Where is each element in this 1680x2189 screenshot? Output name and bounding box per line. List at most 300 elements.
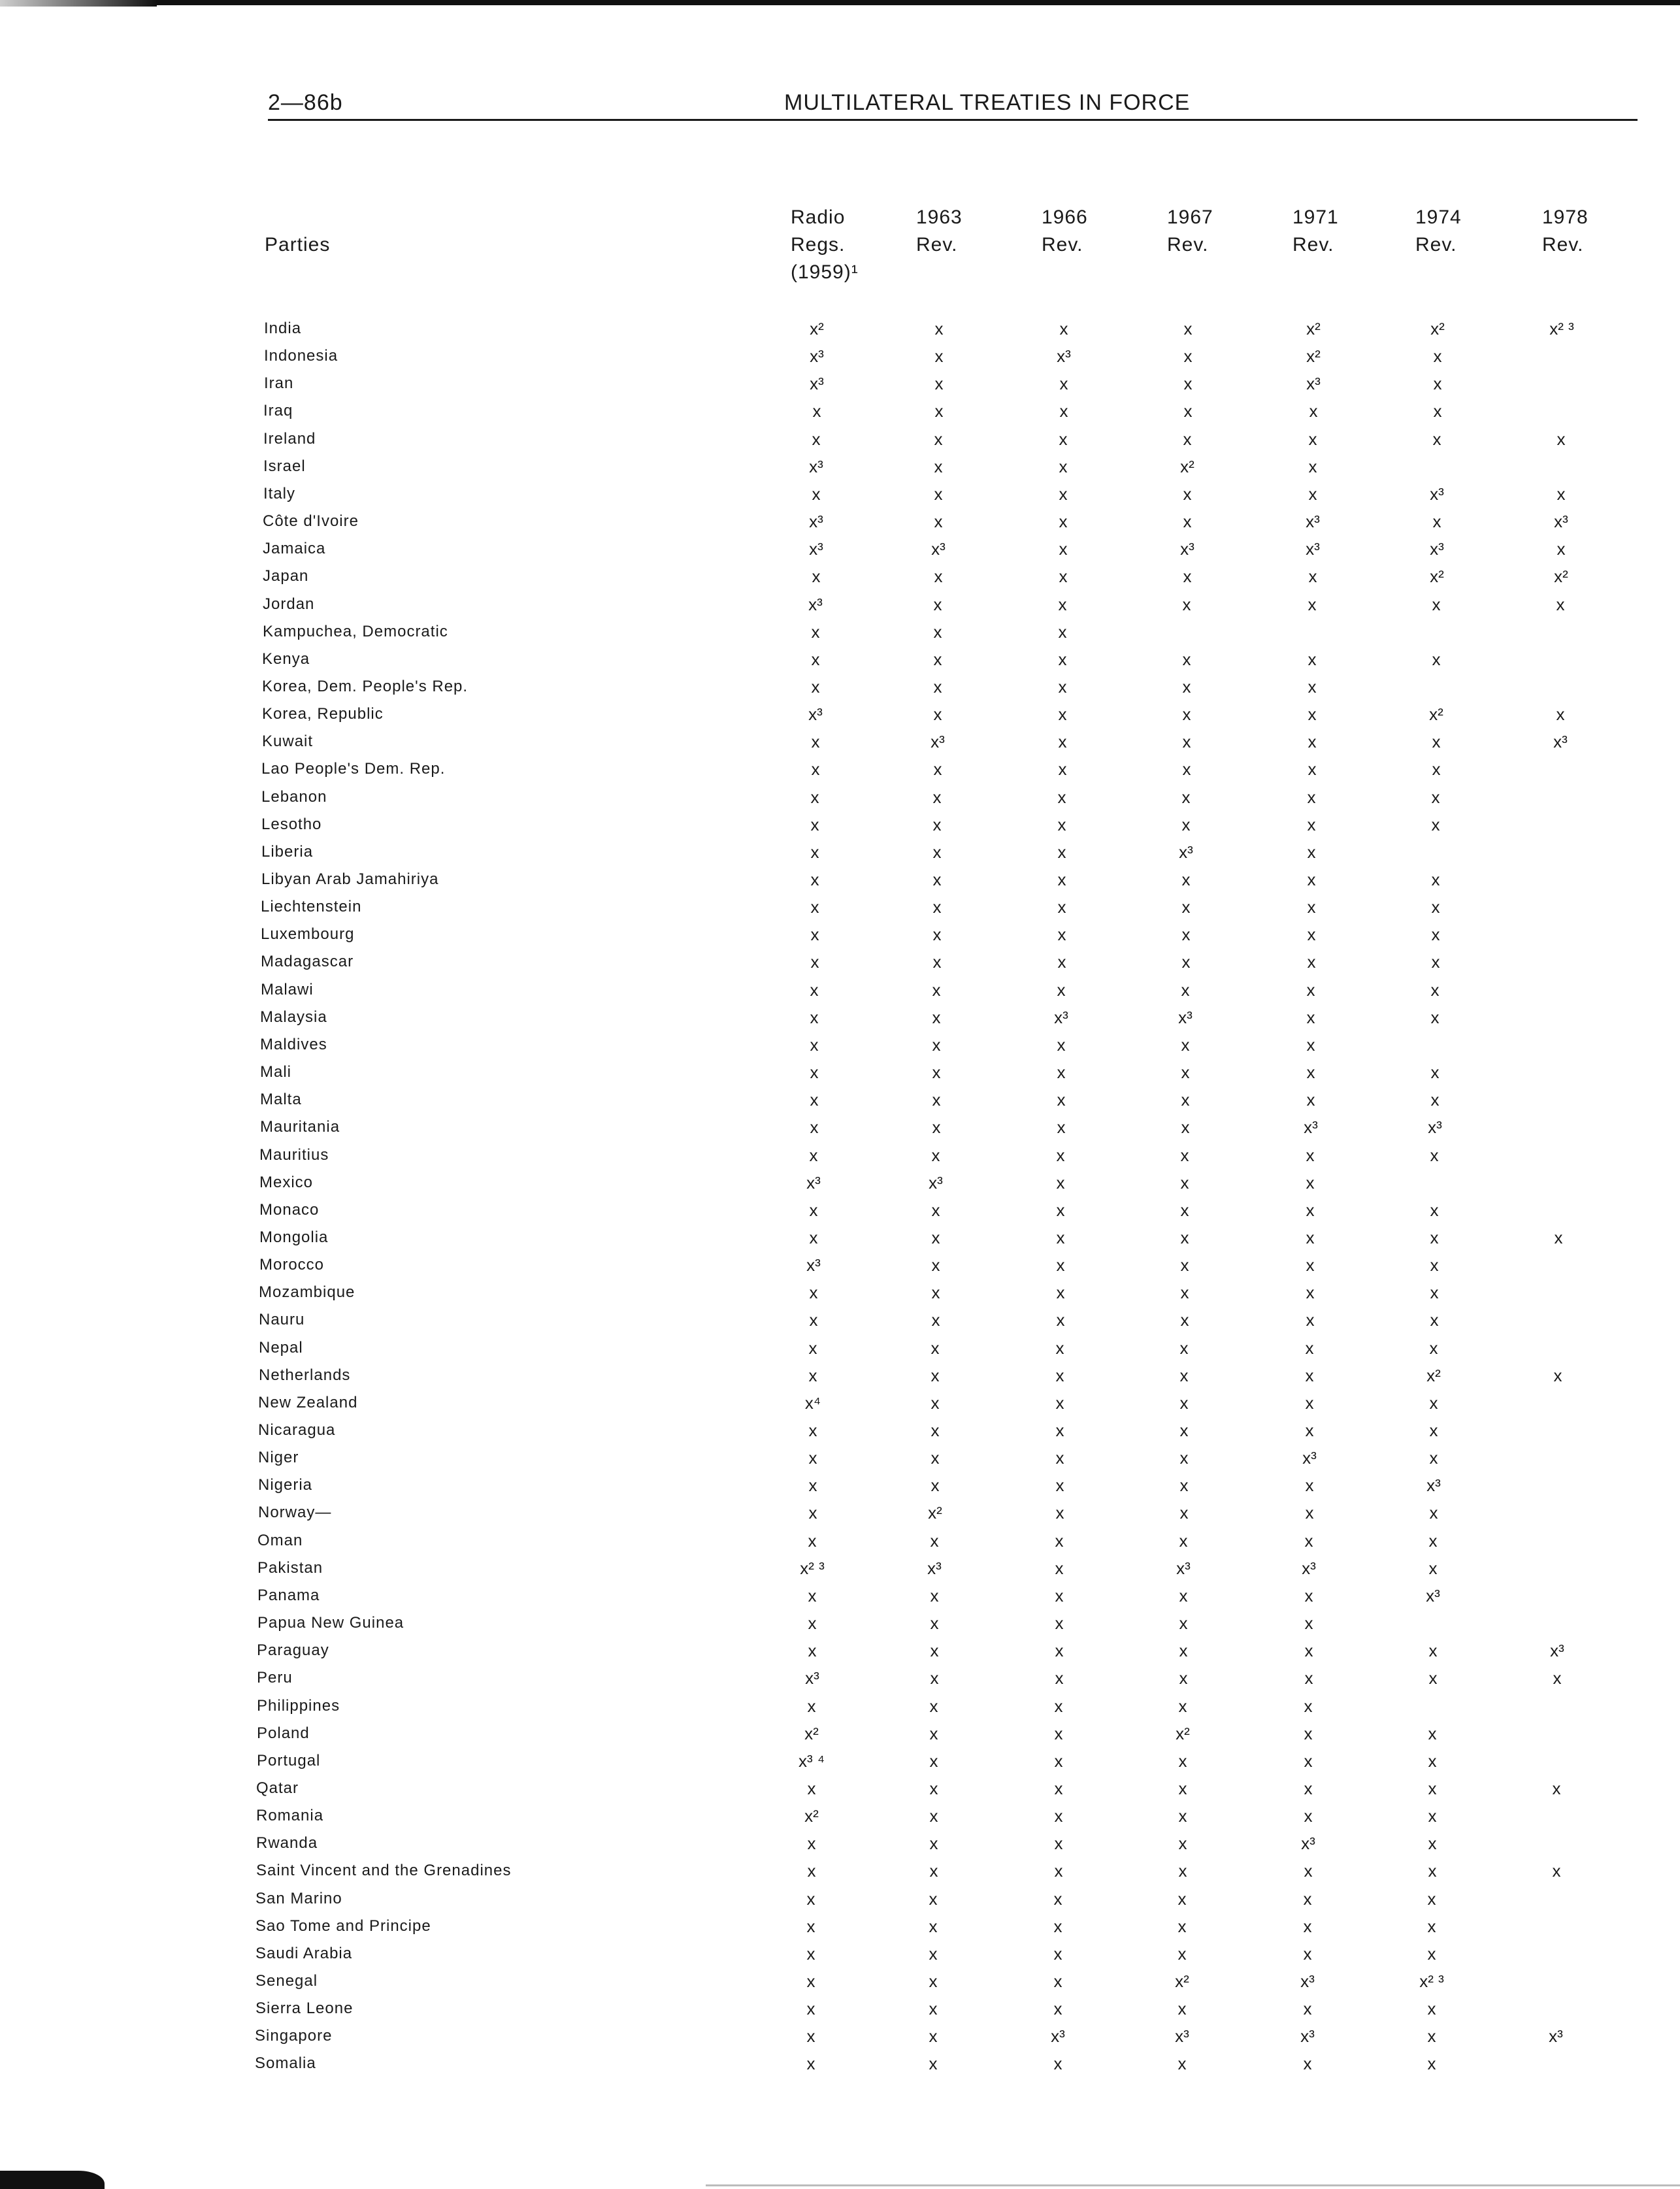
column-header: 1971 Rev. bbox=[1293, 206, 1339, 255]
page-number: 2—86b bbox=[268, 90, 343, 115]
ratification-mark: x² ³ bbox=[1549, 319, 1574, 338]
ratification-mark: x bbox=[1059, 512, 1068, 532]
ratification-mark: x bbox=[1181, 952, 1191, 972]
table-row bbox=[0, 921, 1680, 948]
ratification-mark: x bbox=[1183, 401, 1193, 421]
ratification-mark: x bbox=[1304, 1861, 1313, 1881]
party-name: Norway— bbox=[258, 1504, 332, 1522]
ratification-mark: x bbox=[929, 1834, 938, 1854]
ratification-mark: x bbox=[812, 429, 821, 449]
party-name: Kenya bbox=[262, 650, 310, 668]
ratification-mark: x bbox=[1053, 2054, 1062, 2074]
ratification-mark: x³ bbox=[1306, 539, 1320, 559]
table-row bbox=[0, 1582, 1680, 1609]
party-name: Libyan Arab Jamahiriya bbox=[261, 870, 439, 888]
ratification-mark: x² bbox=[1430, 319, 1445, 338]
ratification-mark: x bbox=[809, 1283, 818, 1303]
ratification-mark: x bbox=[1183, 374, 1193, 394]
ratification-mark: x³ ⁴ bbox=[798, 1751, 825, 1771]
ratification-mark: x bbox=[1428, 1778, 1437, 1798]
ratification-mark: x bbox=[929, 2054, 938, 2074]
ratification-mark: x² bbox=[1429, 704, 1443, 725]
ratification-mark: x bbox=[930, 1641, 939, 1661]
ratification-mark: x³ bbox=[1554, 512, 1568, 532]
ratification-mark: x bbox=[930, 1530, 939, 1551]
table-row bbox=[0, 342, 1680, 370]
party-name: Sao Tome and Principe bbox=[255, 1917, 431, 1935]
ratification-mark: x bbox=[811, 759, 820, 780]
ratification-mark: x bbox=[1430, 1062, 1440, 1083]
ratification-mark: x³ bbox=[806, 1255, 821, 1276]
table-row bbox=[0, 673, 1680, 700]
ratification-mark: x bbox=[1308, 567, 1317, 587]
ratification-mark: x bbox=[1307, 842, 1316, 862]
ratification-mark: x bbox=[1431, 814, 1440, 834]
party-name: Kampuchea, Democratic bbox=[263, 622, 448, 640]
ratification-mark: x bbox=[806, 2054, 815, 2074]
ratification-mark: x bbox=[934, 374, 944, 394]
ratification-mark: x bbox=[1306, 1007, 1315, 1027]
ratification-mark: x³ bbox=[1175, 2026, 1189, 2047]
ratification-mark: x bbox=[812, 484, 821, 504]
ratification-mark: x bbox=[1054, 1834, 1063, 1854]
table-row bbox=[0, 397, 1680, 425]
ratification-mark: x bbox=[1427, 2026, 1436, 2047]
ratification-mark: x bbox=[810, 814, 819, 834]
table-row bbox=[0, 1527, 1680, 1555]
ratification-mark: x² bbox=[804, 1806, 819, 1826]
ratification-mark: x³ bbox=[1178, 1007, 1193, 1027]
ratification-mark: x³ bbox=[805, 1668, 819, 1688]
ratification-mark: x bbox=[1308, 732, 1317, 752]
ratification-mark: x bbox=[929, 1888, 938, 1909]
ratification-mark: x³ bbox=[808, 594, 823, 614]
ratification-mark: x bbox=[1304, 1806, 1313, 1826]
ratification-mark: x bbox=[1430, 1090, 1440, 1110]
ratification-mark: x bbox=[934, 512, 943, 532]
table-row bbox=[0, 2022, 1680, 2050]
ratification-mark: x bbox=[1552, 1861, 1561, 1881]
ratification-mark: x bbox=[1307, 952, 1316, 972]
party-name: Liberia bbox=[261, 842, 314, 861]
ratification-mark: x bbox=[1305, 1338, 1314, 1358]
ratification-mark: x bbox=[929, 2026, 938, 2047]
party-name: Malta bbox=[260, 1091, 302, 1109]
ratification-mark: x³ bbox=[1553, 732, 1568, 752]
ratification-mark: x bbox=[1183, 484, 1192, 504]
party-name: Portugal bbox=[257, 1751, 321, 1769]
table-row bbox=[0, 1113, 1680, 1141]
ratification-mark: x² bbox=[1426, 1365, 1441, 1385]
ratification-mark: x³ bbox=[1430, 484, 1444, 504]
ratification-mark: x³ bbox=[931, 732, 945, 752]
ratification-mark: x bbox=[1053, 1971, 1062, 1991]
ratification-mark: x bbox=[934, 401, 944, 421]
ratification-mark: x bbox=[932, 1117, 941, 1138]
ratification-mark: x bbox=[1432, 594, 1441, 614]
ratification-mark: x bbox=[1058, 759, 1067, 780]
ratification-mark: x bbox=[1054, 1696, 1063, 1716]
ratification-mark: x bbox=[1057, 925, 1066, 945]
ratification-mark: x³ bbox=[1176, 1558, 1191, 1578]
ratification-mark: x bbox=[1179, 1613, 1188, 1634]
ratification-mark: x bbox=[1432, 512, 1441, 532]
ratification-mark: x bbox=[1305, 1475, 1314, 1496]
ratification-mark: x bbox=[1058, 732, 1067, 752]
ratification-mark: x bbox=[808, 1585, 817, 1605]
ratification-mark: x bbox=[808, 1338, 817, 1358]
ratification-mark: x bbox=[933, 594, 942, 614]
ratification-mark: x bbox=[932, 1062, 941, 1083]
party-name: Saudi Arabia bbox=[255, 1944, 353, 1962]
ratification-mark: x bbox=[810, 787, 819, 807]
ratification-mark: x bbox=[1429, 1392, 1438, 1413]
table-row bbox=[0, 1224, 1680, 1251]
party-name: Senegal bbox=[255, 1972, 318, 1990]
ratification-mark: x bbox=[1179, 1668, 1188, 1688]
ratification-mark: x bbox=[1556, 594, 1565, 614]
ratification-mark: x bbox=[1181, 1034, 1190, 1055]
ratification-mark: x bbox=[1427, 1999, 1436, 2019]
ratification-mark: x bbox=[1305, 1392, 1314, 1413]
ratification-mark: x bbox=[1428, 1834, 1437, 1854]
ratification-mark: x bbox=[1183, 512, 1192, 532]
ratification-mark: x bbox=[806, 1999, 815, 2019]
ratification-mark: x bbox=[934, 484, 943, 504]
ratification-mark: x bbox=[932, 842, 942, 862]
party-name: Paraguay bbox=[257, 1641, 329, 1660]
party-name: Oman bbox=[257, 1531, 303, 1549]
ratification-mark: x bbox=[1304, 1530, 1313, 1551]
ratification-mark: x bbox=[1058, 621, 1067, 642]
ratification-mark: x bbox=[1308, 676, 1317, 697]
ratification-mark: x bbox=[1430, 1310, 1439, 1330]
ratification-mark: x bbox=[1305, 1365, 1314, 1385]
table-row bbox=[0, 1720, 1680, 1747]
ratification-mark: x⁴ bbox=[804, 1392, 821, 1413]
table-row bbox=[0, 1637, 1680, 1664]
ratification-mark: x³ bbox=[1430, 539, 1444, 559]
ratification-mark: x bbox=[1308, 429, 1317, 449]
ratification-mark: x³ bbox=[1300, 2026, 1315, 2047]
ratification-mark: x³ bbox=[809, 512, 823, 532]
party-name: Malaysia bbox=[260, 1008, 327, 1026]
ratification-mark: x bbox=[1182, 759, 1191, 780]
party-name: Liechtenstein bbox=[261, 898, 362, 916]
ratification-mark: x bbox=[1178, 1888, 1187, 1909]
party-name: Maldives bbox=[260, 1035, 327, 1053]
page-title: MULTILATERAL TREATIES IN FORCE bbox=[784, 90, 1191, 115]
ratification-mark: x bbox=[1306, 1227, 1315, 1247]
ratification-mark: x bbox=[1056, 1255, 1065, 1276]
ratification-mark: x³ bbox=[810, 346, 824, 367]
table-row bbox=[0, 783, 1680, 811]
ratification-mark: x bbox=[929, 1943, 938, 1964]
table-row bbox=[0, 508, 1680, 535]
ratification-mark: x bbox=[1056, 1200, 1065, 1220]
ratification-mark: x bbox=[1181, 1062, 1190, 1083]
party-name: Jamaica bbox=[263, 540, 326, 558]
ratification-mark: x bbox=[932, 897, 942, 917]
ratification-mark: x bbox=[808, 1641, 817, 1661]
ratification-mark: x bbox=[1432, 649, 1441, 669]
ratification-mark: x bbox=[1181, 1117, 1190, 1138]
ratification-mark: x bbox=[931, 1421, 940, 1440]
ratification-mark: x bbox=[1180, 1255, 1189, 1276]
ratification-mark: x bbox=[1306, 979, 1315, 1000]
ratification-mark: x bbox=[931, 1338, 940, 1358]
ratification-mark: x bbox=[932, 952, 942, 972]
ratification-mark: x bbox=[808, 1421, 817, 1440]
ratification-mark: x bbox=[1306, 1200, 1315, 1220]
ratification-mark: x³ bbox=[809, 539, 823, 559]
ratification-mark: x³ bbox=[1428, 1117, 1442, 1138]
party-name: Niger bbox=[258, 1449, 299, 1467]
party-name: Lesotho bbox=[261, 815, 322, 833]
ratification-mark: x bbox=[1432, 732, 1441, 752]
table-row bbox=[0, 1830, 1680, 1857]
ratification-mark: x bbox=[1053, 1888, 1062, 1909]
ratification-mark: x bbox=[810, 1117, 819, 1138]
ratification-mark: x³ bbox=[1180, 539, 1194, 559]
ratification-mark: x bbox=[932, 814, 942, 834]
ratification-mark: x bbox=[931, 1475, 940, 1496]
table-row bbox=[0, 1389, 1680, 1417]
ratification-mark: x bbox=[1180, 1227, 1189, 1247]
ratification-mark: x bbox=[1308, 484, 1317, 504]
ratification-mark: x bbox=[932, 787, 942, 807]
scan-bottom-corner bbox=[0, 2171, 105, 2189]
ratification-mark: x bbox=[1178, 1999, 1187, 2019]
ratification-mark: x³ bbox=[1549, 2026, 1563, 2047]
ratification-mark: x bbox=[1306, 1145, 1315, 1165]
table-row bbox=[0, 1279, 1680, 1306]
ratification-mark: x bbox=[1429, 1421, 1438, 1440]
party-name: Ireland bbox=[263, 429, 316, 448]
ratification-mark: x bbox=[929, 1696, 938, 1716]
ratification-mark: x bbox=[808, 1365, 817, 1385]
ratification-mark: x bbox=[1182, 649, 1191, 669]
table-row bbox=[0, 535, 1680, 563]
ratification-mark: x³ bbox=[1426, 1585, 1440, 1605]
party-name: Iraq bbox=[263, 402, 293, 420]
ratification-mark: x bbox=[1057, 870, 1066, 889]
ratification-mark: x bbox=[1430, 1145, 1439, 1165]
party-name: Iran bbox=[264, 374, 294, 393]
ratification-mark: x³ bbox=[1302, 1558, 1316, 1578]
ratification-mark: x bbox=[1057, 979, 1066, 1000]
ratification-mark: x bbox=[1056, 1145, 1065, 1165]
ratification-mark: x bbox=[1307, 897, 1316, 917]
ratification-mark: x bbox=[1055, 1641, 1064, 1661]
ratification-mark: x bbox=[1181, 787, 1191, 807]
ratification-mark: x bbox=[1181, 925, 1191, 945]
table-row bbox=[0, 866, 1680, 893]
ratification-mark: x bbox=[810, 1090, 819, 1110]
ratification-mark: x² bbox=[1175, 1971, 1189, 1991]
ratification-mark: x bbox=[931, 1145, 940, 1165]
ratification-mark: x bbox=[810, 897, 819, 917]
party-name: Israel bbox=[263, 457, 306, 475]
party-name: San Marino bbox=[255, 1889, 342, 1907]
ratification-mark: x bbox=[1178, 1696, 1187, 1716]
ratification-mark: x bbox=[1181, 1090, 1190, 1110]
ratification-mark: x bbox=[806, 2026, 815, 2047]
ratification-mark: x² ³ bbox=[800, 1558, 825, 1578]
ratification-mark: x bbox=[1181, 814, 1191, 834]
column-header: 1963 Rev. bbox=[916, 206, 963, 255]
table-row bbox=[0, 1196, 1680, 1224]
table-row bbox=[0, 1775, 1680, 1802]
ratification-mark: x bbox=[931, 1310, 940, 1330]
ratification-mark: x bbox=[808, 1530, 817, 1551]
party-name: Mongolia bbox=[259, 1228, 329, 1246]
table-row bbox=[0, 618, 1680, 646]
ratification-mark: x bbox=[1304, 1778, 1313, 1798]
ratification-mark: x bbox=[1553, 1365, 1562, 1385]
table-row bbox=[0, 1142, 1680, 1169]
party-name: Nicaragua bbox=[258, 1421, 336, 1439]
ratification-mark: x bbox=[1430, 1255, 1439, 1276]
ratification-mark: x bbox=[1306, 1283, 1315, 1303]
party-name: Korea, Dem. People's Rep. bbox=[262, 677, 469, 695]
ratification-mark: x bbox=[1178, 1806, 1187, 1826]
ratification-mark: x bbox=[808, 1475, 817, 1496]
ratification-mark: x bbox=[1059, 567, 1068, 587]
scan-top-border bbox=[0, 0, 1680, 5]
party-name: India bbox=[264, 320, 302, 337]
party-name: Somalia bbox=[255, 2054, 316, 2073]
party-name: Romania bbox=[256, 1807, 324, 1825]
table-row bbox=[0, 425, 1680, 453]
ratification-mark: x bbox=[933, 649, 942, 669]
ratification-mark: x³ bbox=[1426, 1475, 1441, 1496]
ratification-mark: x bbox=[1307, 870, 1316, 889]
ratification-mark: x bbox=[1055, 1392, 1064, 1413]
column-header: 1978 Rev. bbox=[1542, 206, 1589, 255]
column-header: 1967 Rev. bbox=[1167, 206, 1213, 255]
ratification-mark: x bbox=[810, 979, 819, 1000]
ratification-mark: x bbox=[806, 1943, 815, 1964]
ratification-mark: x bbox=[1054, 1806, 1063, 1826]
party-name: Qatar bbox=[256, 1779, 299, 1797]
table-row bbox=[0, 1004, 1680, 1031]
ratification-mark: x bbox=[1059, 374, 1068, 394]
ratification-mark: x bbox=[807, 1861, 816, 1881]
ratification-mark: x bbox=[1308, 704, 1317, 725]
ratification-mark: x bbox=[1181, 897, 1191, 917]
ratification-mark: x bbox=[932, 870, 942, 889]
ratification-mark: x³ bbox=[1301, 1834, 1315, 1854]
party-name: Lao People's Dem. Rep. bbox=[261, 760, 446, 778]
ratification-mark: x bbox=[1056, 1227, 1065, 1247]
ratification-mark: x bbox=[1306, 1310, 1315, 1330]
ratification-mark: x bbox=[810, 952, 819, 972]
ratification-mark: x bbox=[929, 1751, 938, 1771]
ratification-mark: x bbox=[810, 1007, 819, 1027]
ratification-mark: x bbox=[1308, 759, 1317, 780]
ratification-mark: x³ bbox=[1306, 512, 1320, 532]
ratification-mark: x bbox=[1058, 594, 1067, 614]
party-name: New Zealand bbox=[258, 1393, 358, 1411]
table-row bbox=[0, 1555, 1680, 1582]
ratification-mark: x bbox=[807, 1778, 816, 1798]
ratification-mark: x bbox=[1303, 1888, 1312, 1909]
ratification-mark: x² bbox=[1180, 456, 1194, 476]
party-name: Lebanon bbox=[261, 787, 327, 806]
ratification-mark: x bbox=[1053, 1916, 1062, 1936]
ratification-mark: x bbox=[930, 1668, 939, 1688]
ratification-mark: x bbox=[1304, 1585, 1313, 1605]
ratification-mark: x bbox=[1182, 732, 1191, 752]
ratification-mark: x bbox=[1179, 1475, 1189, 1496]
ratification-mark: x bbox=[1307, 814, 1316, 834]
ratification-mark: x bbox=[1055, 1421, 1064, 1440]
table-row bbox=[0, 1169, 1680, 1196]
ratification-mark: x bbox=[1058, 704, 1067, 725]
table-row bbox=[0, 1306, 1680, 1334]
ratification-mark: x bbox=[809, 1200, 818, 1220]
scan-bottom-line bbox=[706, 2184, 1680, 2186]
ratification-mark: x bbox=[1055, 1475, 1064, 1496]
ratification-mark: x bbox=[1430, 979, 1440, 1000]
ratification-mark: x bbox=[1433, 374, 1442, 394]
ratification-mark: x bbox=[1428, 1641, 1438, 1661]
ratification-mark: x bbox=[812, 401, 821, 421]
ratification-mark: x bbox=[809, 1227, 818, 1247]
ratification-mark: x³ bbox=[1306, 374, 1321, 394]
table-row bbox=[0, 1086, 1680, 1113]
party-name: Mauritania bbox=[260, 1118, 340, 1136]
ratification-mark: x bbox=[1181, 979, 1190, 1000]
ratification-mark: x bbox=[1306, 1034, 1315, 1055]
ratification-mark: x bbox=[810, 870, 819, 889]
ratification-mark: x bbox=[806, 1971, 815, 1991]
ratification-mark: x bbox=[934, 429, 943, 449]
party-name: Korea, Republic bbox=[262, 705, 384, 723]
table-row bbox=[0, 646, 1680, 673]
ratification-mark: x bbox=[1307, 787, 1316, 807]
ratification-mark: x bbox=[1304, 1641, 1313, 1661]
table-row bbox=[0, 1664, 1680, 1692]
ratification-mark: x bbox=[1054, 1861, 1063, 1881]
table-row bbox=[0, 976, 1680, 1004]
table-row bbox=[0, 893, 1680, 921]
ratification-mark: x bbox=[1432, 429, 1441, 449]
ratification-mark: x² bbox=[1554, 567, 1568, 587]
header-rule bbox=[268, 119, 1638, 121]
ratification-mark: x bbox=[932, 979, 941, 1000]
ratification-mark: x³ bbox=[806, 1172, 821, 1193]
table-row bbox=[0, 2050, 1680, 2077]
ratification-mark: x bbox=[1308, 456, 1317, 476]
ratification-mark: x bbox=[1430, 1007, 1440, 1027]
ratification-mark: x bbox=[1059, 539, 1068, 559]
ratification-mark: x bbox=[808, 1503, 817, 1523]
column-header: Radio Regs. (1959)¹ bbox=[791, 206, 859, 283]
ratification-mark: x bbox=[1433, 346, 1442, 367]
party-name: Singapore bbox=[255, 2027, 333, 2045]
ratification-mark: x bbox=[808, 1448, 817, 1468]
party-name: Mauritius bbox=[259, 1145, 329, 1164]
ratification-mark: x bbox=[1059, 429, 1068, 449]
ratification-mark: x bbox=[1430, 1200, 1439, 1220]
ratification-mark: x bbox=[1183, 346, 1193, 367]
party-name: Sierra Leone bbox=[255, 2000, 354, 2018]
ratification-mark: x bbox=[1427, 1943, 1436, 1964]
party-name: Pakistan bbox=[257, 1558, 323, 1577]
ratification-mark: x³ bbox=[808, 704, 823, 725]
